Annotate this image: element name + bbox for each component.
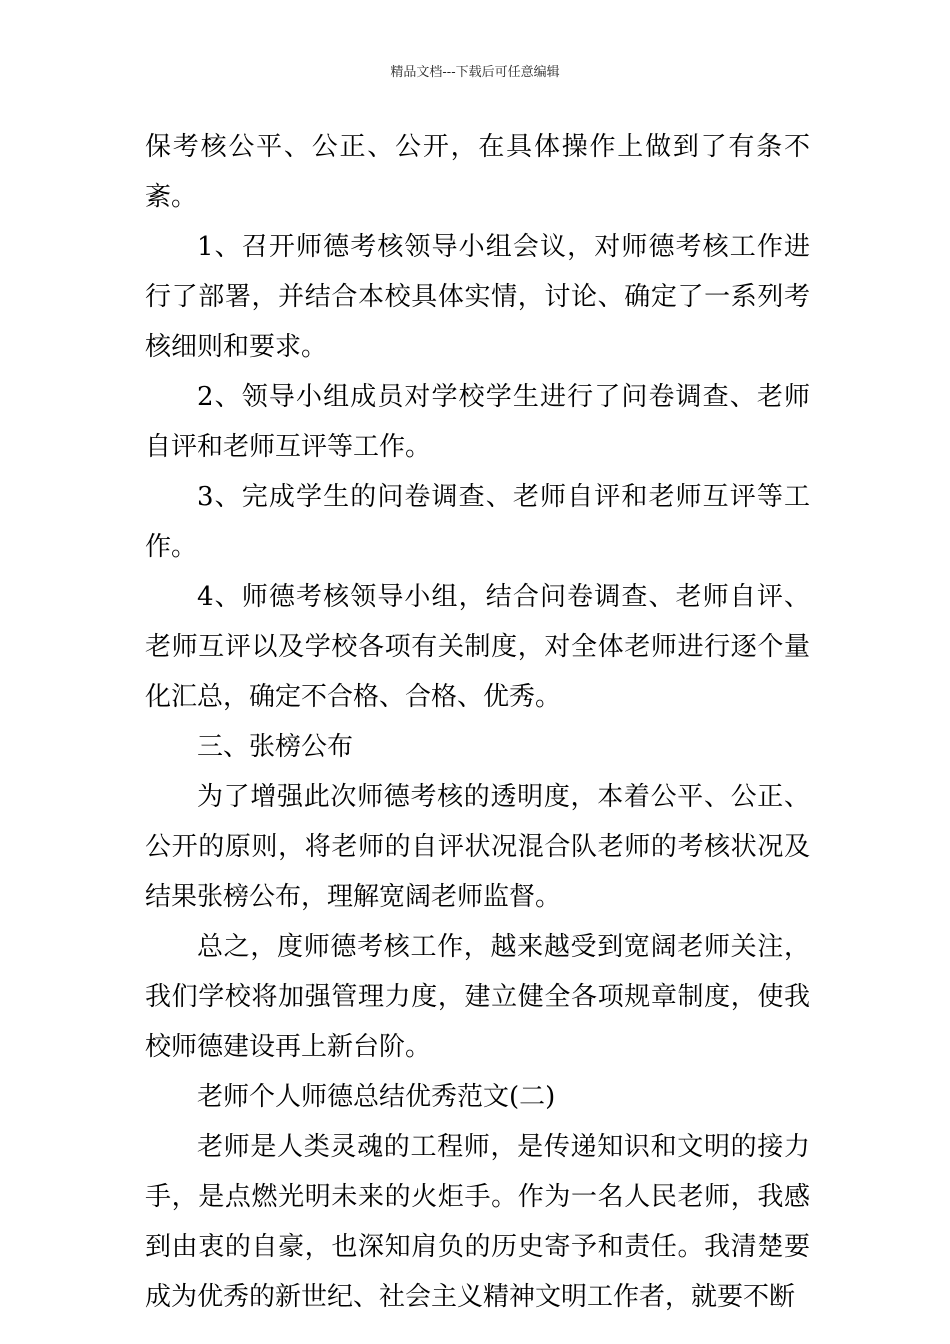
paragraph: 总之，度师德考核工作，越来越受到宽阔老师关注，我们学校将加强管理力度，建立健全各项规章制度，使我校师德建设再上新台阶。 <box>145 932 810 1062</box>
article-title: 老师个人师德总结优秀范文(二) <box>197 1082 556 1112</box>
document-body <box>145 122 810 1322</box>
paragraph: 1、召开师德考核领导小组会议，对师德考核工作进行了部署，并结合本校具体实情，讨论、确定了一系列考核细则和要求。 <box>145 232 810 362</box>
page-header: 精品文档---下载后可任意编辑 <box>390 65 560 80</box>
paragraph: 3、完成学生的问卷调查、老师自评和老师互评等工作。 <box>145 482 810 562</box>
paragraph: 保考核公平、公正、公开，在具体操作上做到了有条不紊。 <box>145 132 810 212</box>
section-heading: 三、张榜公布 <box>197 732 354 762</box>
paragraph: 4、师德考核领导小组，结合问卷调查、老师自评、老师互评以及学校各项有关制度，对全体老师进行逐个量化汇总，确定不合格、合格、优秀。 <box>145 582 810 712</box>
paragraph: 2、领导小组成员对学校学生进行了问卷调查、老师自评和老师互评等工作。 <box>145 382 810 462</box>
paragraph: 为了增强此次师德考核的透明度，本着公平、公正、公开的原则，将老师的自评状况混合队老师的考核状况及结果张榜公布，理解宽阔老师监督。 <box>145 782 810 912</box>
paragraph: 老师是人类灵魂的工程师，是传递知识和文明的接力手，是点燃光明未来的火炬手。作为一名人民老师，我感到由衷的自豪，也深知肩负的历史寄予和责任。我清楚要成为优秀的新世纪、社会主义精神文明工作者，就要不断 <box>145 1132 810 1312</box>
